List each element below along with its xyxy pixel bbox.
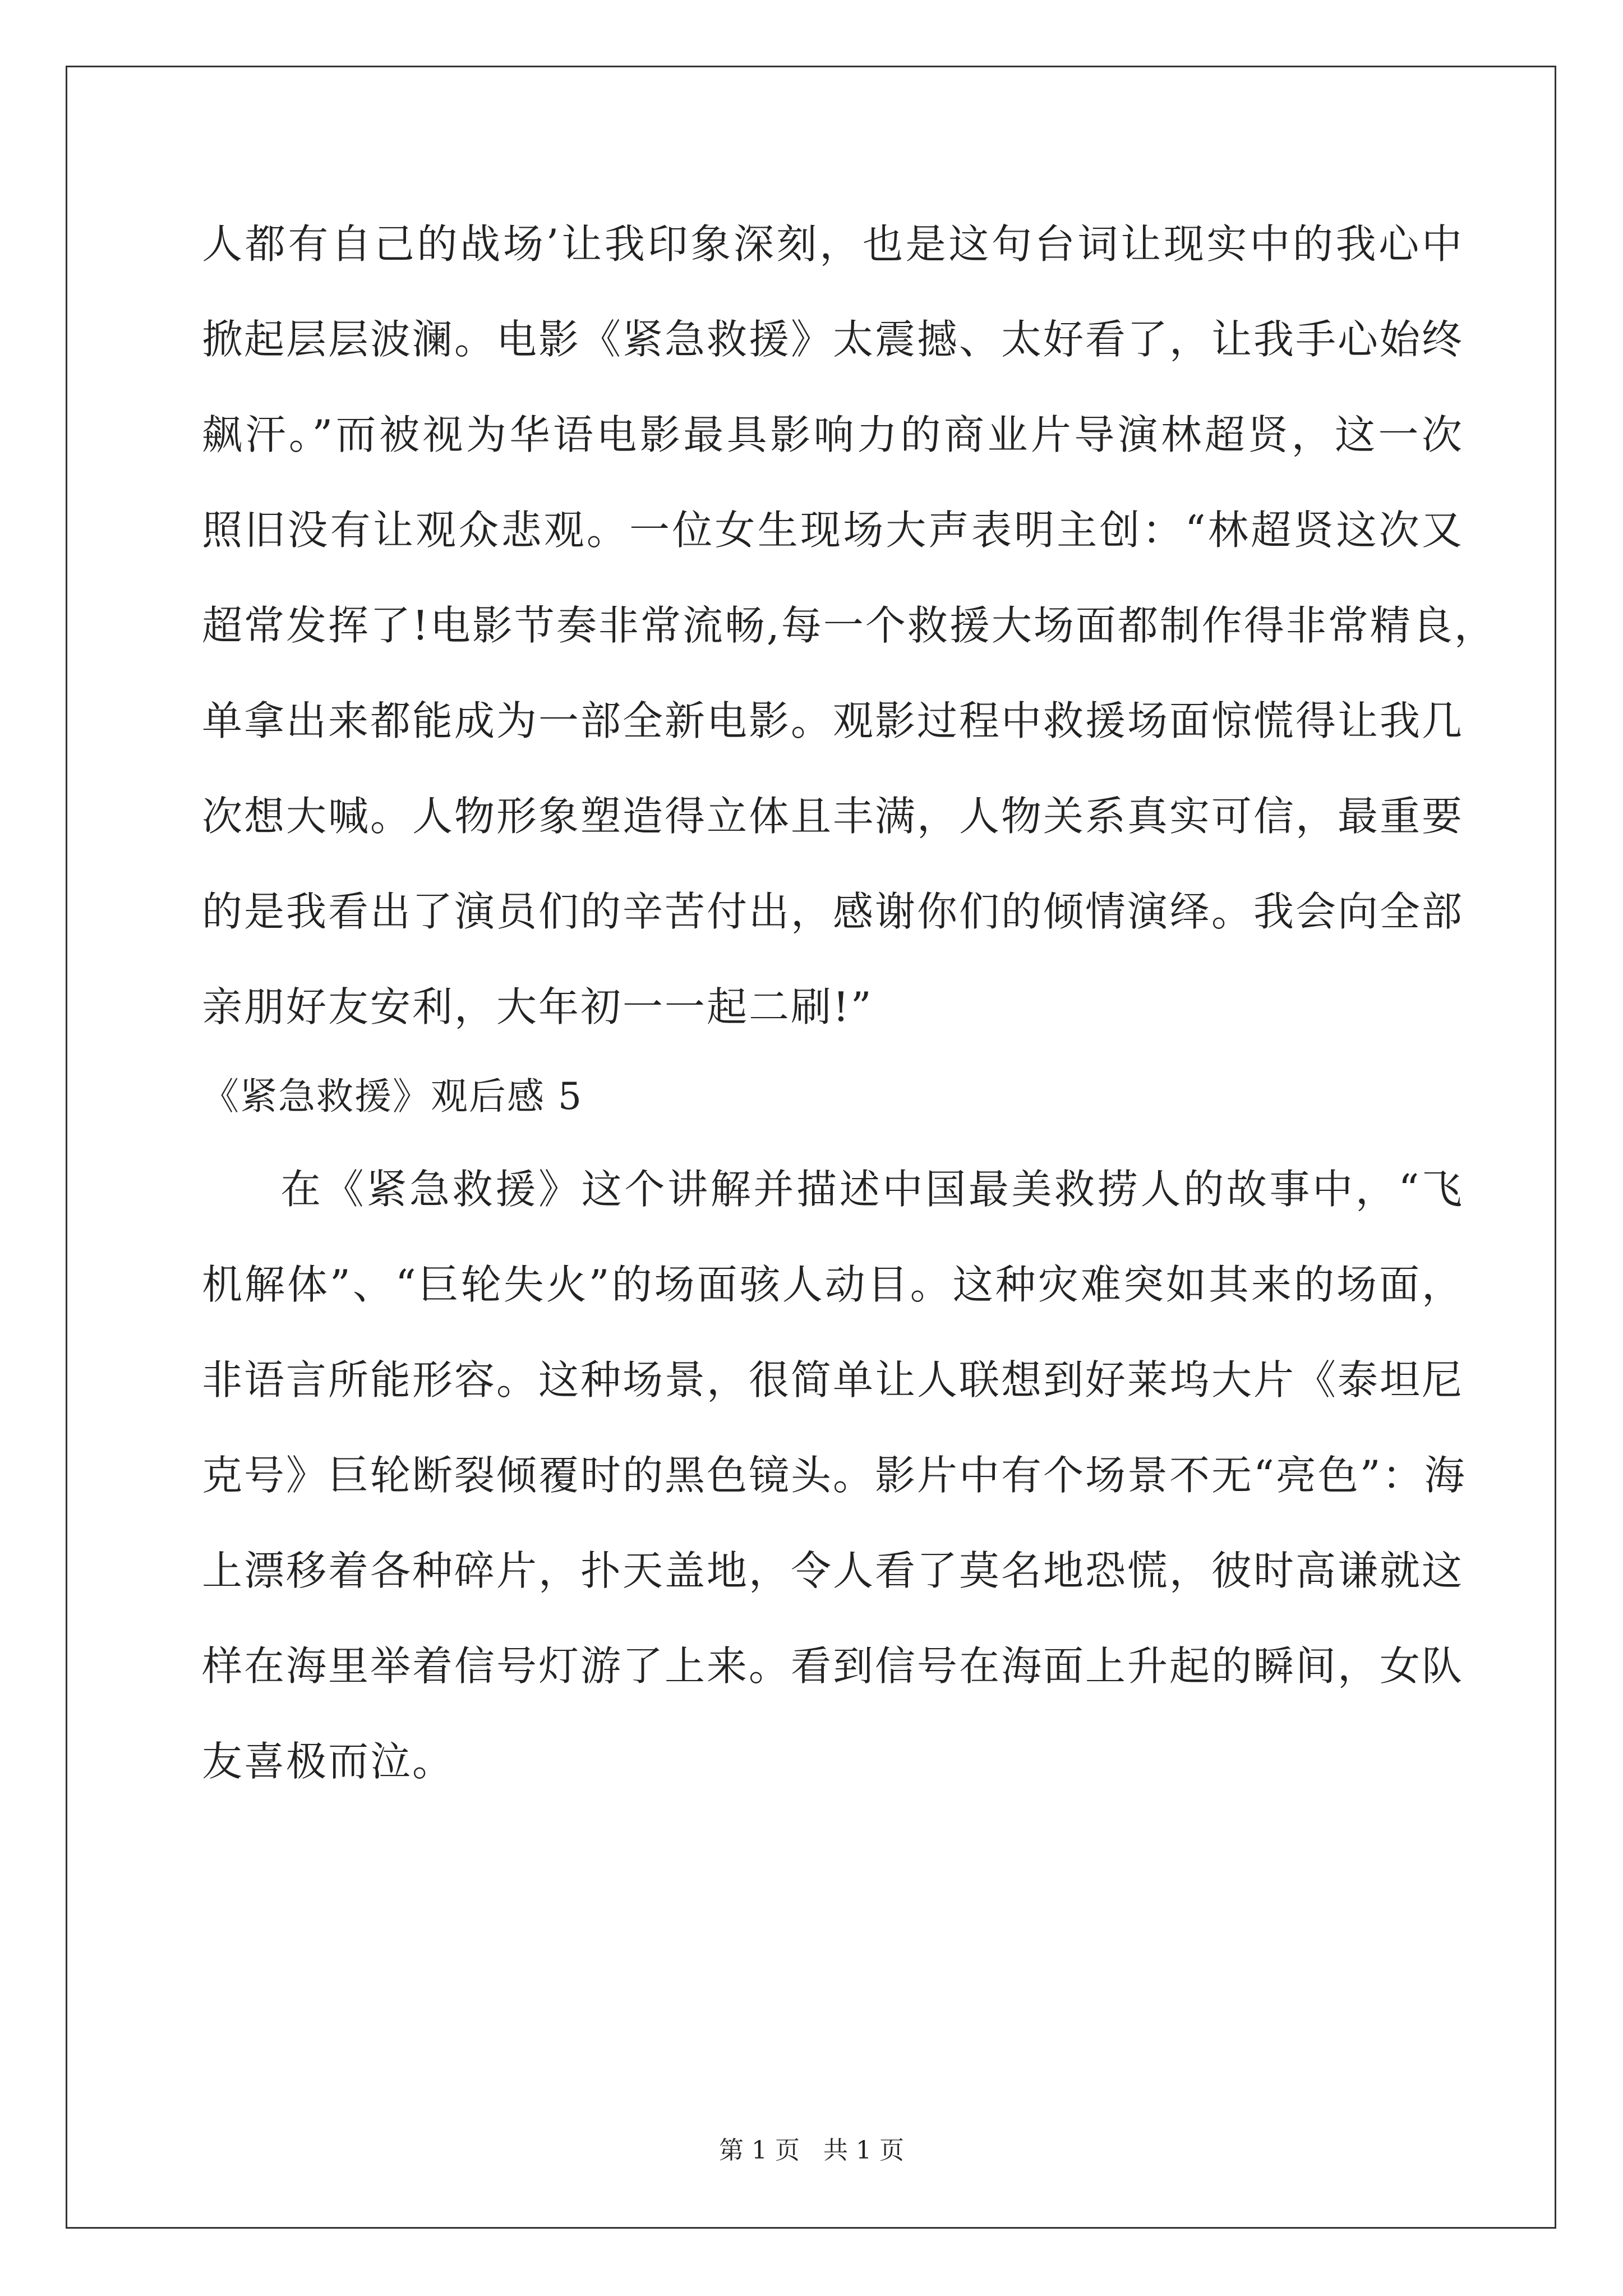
paragraph-1-line-8: 的是我看出了演员们的辛苦付出，感谢你们的倾情演绎。我会向全部 — [202, 888, 1464, 935]
paragraph-2-line-2: 机解体”、“巨轮失火”的场面骇人动目。这种灾难突如其来的场面， — [202, 1261, 1464, 1308]
paragraph-2-line-3: 非语言所能形容。这种场景，很简单让人联想到好莱坞大片《泰坦尼 — [202, 1356, 1464, 1404]
paragraph-2-line-1: 在《紧急救援》这个讲解并描述中国最美救捞人的故事中，“飞 — [280, 1166, 1464, 1213]
page-number-footer: 第 1 页 共 1 页 — [719, 2136, 904, 2165]
paragraph-2-line-5: 上漂移着各种碎片，扑天盖地，令人看了莫名地恐慌，彼时高谦就这 — [202, 1547, 1464, 1594]
paragraph-1-line-4: 照旧没有让观众悲观。一位女生现场大声表明主创：“林超贤这次又 — [202, 507, 1464, 554]
page-border — [66, 66, 1556, 2229]
paragraph-1-line-9: 亲朋好友安利，大年初一一起二刷!” — [202, 983, 873, 1030]
paragraph-1-line-6: 单拿出来都能成为一部全新电影。观影过程中救援场面惊慌得让我几 — [202, 697, 1464, 744]
paragraph-2-line-7: 友喜极而泣。 — [202, 1738, 455, 1785]
paragraph-1-line-3: 飙汗。”而被视为华语电影最具影响力的商业片导演林超贤，这一次 — [202, 411, 1464, 458]
paragraph-1-line-7: 次想大喊。人物形象塑造得立体且丰满，人物关系真实可信，最重要 — [202, 793, 1464, 840]
paragraph-1-line-2: 掀起层层波澜。电影《紧急救援》太震撼、太好看了，让我手心始终 — [202, 316, 1464, 363]
paragraph-1-line-1: 人都有自己的战场’让我印象深刻，也是这句台词让现实中的我心中 — [202, 220, 1464, 268]
paragraph-1-line-5: 超常发挥了!电影节奏非常流畅,每一个救援大场面都制作得非常精良， — [202, 602, 1496, 649]
paragraph-2-line-6: 样在海里举着信号灯游了上来。看到信号在海面上升起的瞬间，女队 — [202, 1642, 1464, 1690]
section-heading: 《紧急救援》观后感 5 — [202, 1075, 583, 1118]
paragraph-2-line-4: 克号》巨轮断裂倾覆时的黑色镜头。影片中有个场景不无“亮色”：海 — [202, 1452, 1467, 1499]
